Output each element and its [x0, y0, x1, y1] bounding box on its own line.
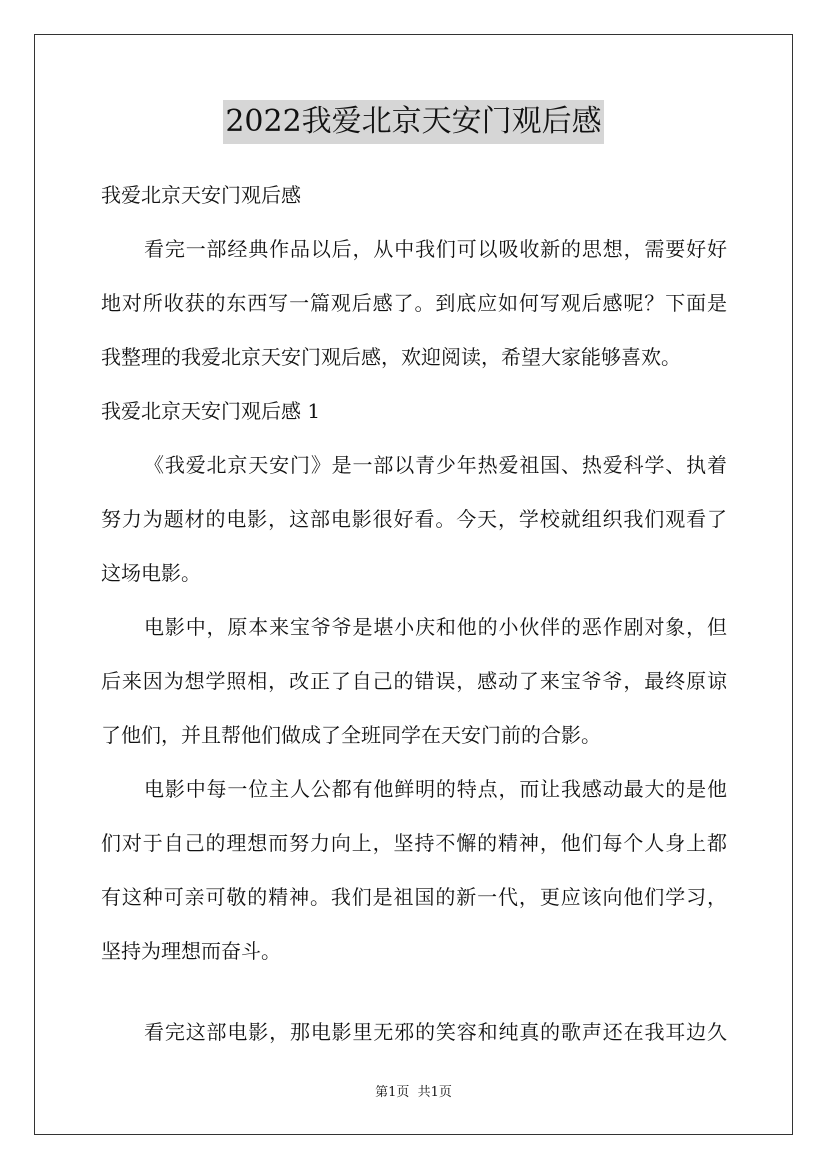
- paragraph-line: 地对所收获的东西写一篇观后感了。到底应如何写观后感呢？下面是: [101, 291, 727, 315]
- section-heading: 我爱北京天安门观后感 1: [101, 399, 321, 423]
- paragraph-line: 们对于自己的理想而努力向上，坚持不懈的精神，他们每个人身上都: [101, 831, 727, 855]
- paragraph-line: 坚持为理想而奋斗。: [101, 939, 281, 963]
- paragraph-line: 电影中，原本来宝爷爷是堪小庆和他的小伙伴的恶作剧对象，但: [144, 615, 727, 639]
- page-footer: 第1页 共1页: [375, 1085, 452, 1100]
- title-container: [0, 100, 827, 144]
- document-title: 2022我爱北京天安门观后感: [223, 100, 603, 144]
- paragraph-line: 《我爱北京天安门》是一部以青少年热爱祖国、热爱科学、执着: [144, 453, 727, 477]
- paragraph-line: 看完这部电影，那电影里无邪的笑容和纯真的歌声还在我耳边久: [144, 1020, 727, 1044]
- paragraph-line: 这场电影。: [101, 561, 201, 585]
- paragraph-line: 后来因为想学照相，改正了自己的错误，感动了来宝爷爷，最终原谅: [101, 669, 727, 693]
- section-heading: 我爱北京天安门观后感: [101, 183, 301, 207]
- paragraph-line: 看完一部经典作品以后，从中我们可以吸收新的思想，需要好好: [144, 237, 727, 261]
- paragraph-line: 努力为题材的电影，这部电影很好看。今天，学校就组织我们观看了: [101, 507, 727, 531]
- paragraph-line: 有这种可亲可敬的精神。我们是祖国的新一代，更应该向他们学习，: [101, 885, 727, 909]
- paragraph-line: 我整理的我爱北京天安门观后感，欢迎阅读，希望大家能够喜欢。: [101, 345, 681, 369]
- paragraph-line: 了他们，并且帮他们做成了全班同学在天安门前的合影。: [101, 723, 601, 747]
- paragraph-line: 电影中每一位主人公都有他鲜明的特点，而让我感动最大的是他: [144, 777, 727, 801]
